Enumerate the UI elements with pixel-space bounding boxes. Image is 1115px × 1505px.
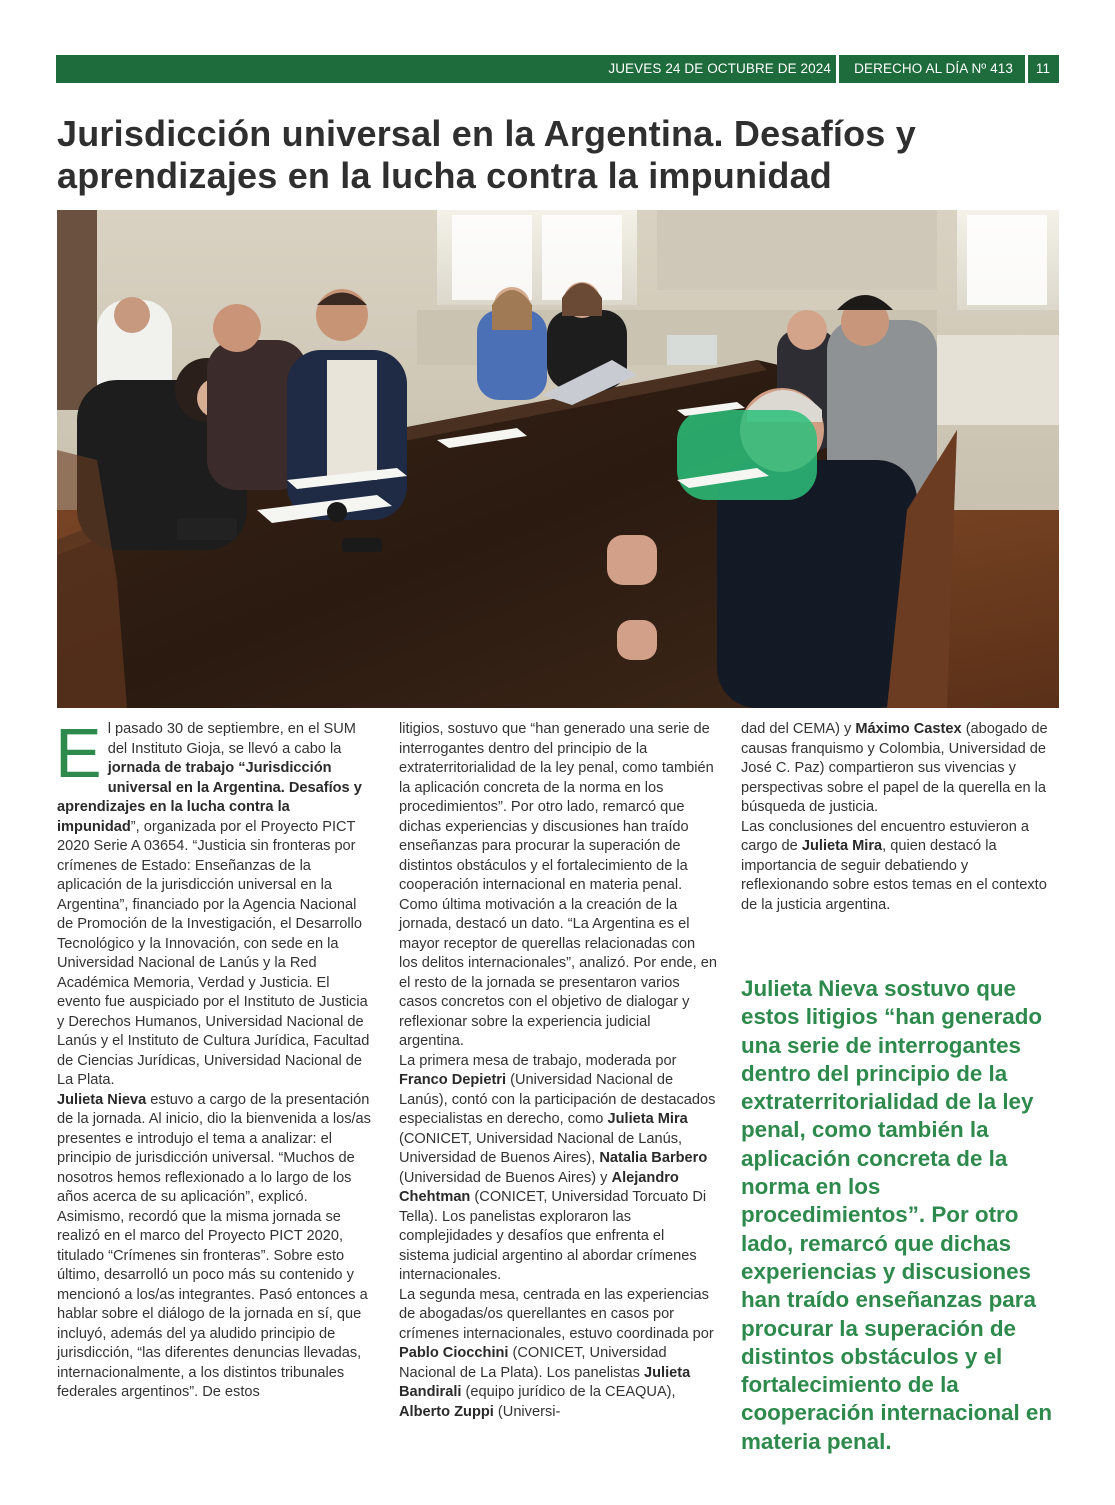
title-line-2: aprendizajes en la lucha contra la impunidad — [57, 155, 832, 196]
text: (CONICET, Universidad Nacional de La Plata). Los panelistas — [399, 1345, 667, 1381]
text: La segunda mesa, centrada en las experiencias de abogadas/os querellantes en casos por crímenes internacionales, estuvo coordinada por — [399, 1286, 714, 1342]
text: l pasado 30 de septiembre, en el SUM del Instituto Gioja, se llevó a cabo la — [107, 721, 356, 757]
paragraph — [57, 1091, 372, 1403]
person-name: Natalia Barbero — [599, 1150, 708, 1166]
meeting-photo-illustration — [57, 210, 1059, 708]
text: (Universidad Nacional de Lanús), contó con la participación de destacados especialistas en derecho, como — [399, 1072, 716, 1127]
article-column-3 — [741, 720, 1059, 915]
text: ”, organizada por el Proyecto PICT 2020 Serie A 03654. “Justicia sin fronteras por crímenes de Estado: Enseñanzas de la aplicación de la jurisdicción universal en la Argentina”, financiado por la Agencia Nacional de Promoción de la Investigación, el Desarrollo Tecnológico y la Innovación, con sede en la Universidad Nacional de Lanús y la Red Académica Memoria, Verdad y Justicia. El evento fue auspiciado por el Instituto de Justicia y Derechos Humanos, Universidad Nacional de Lanús y el Instituto de Cultura Jurídica, Facultad de Ciencias Jurídicas, Universidad Nacional de La Plata. — [57, 818, 370, 1088]
text: Las conclusiones del encuentro estuvieron a cargo de — [741, 818, 1030, 854]
text: La primera mesa de trabajo, moderada por — [399, 1052, 677, 1069]
article-photo — [57, 210, 1059, 708]
page-number: 11 — [1035, 61, 1051, 76]
article-column-1 — [55, 714, 372, 1403]
header-bar — [56, 55, 1059, 83]
text: (equipo jurídico de la CEAQUA), — [461, 1384, 676, 1400]
person-name: Alejandro Chehtman — [399, 1169, 679, 1205]
header-divider — [1025, 55, 1028, 83]
paragraph — [399, 1286, 717, 1423]
person-name: Pablo Ciocchini — [399, 1345, 509, 1361]
text: (CONICET, Universidad Torcuato Di Tella). Los panelistas exploraron las complejidades y desafíos que enfrenta el sistema judicial argentino al abordar crímenes internacionales. — [399, 1189, 707, 1283]
paragraph — [741, 720, 1059, 818]
text: (Universi- — [493, 1403, 561, 1420]
pull-quote: Julieta Nieva sostuvo que estos litigios “han generado una serie de interrogantes dentro del principio de la extraterritorialidad de la ley penal, como también la aplicación concreta de la norma en los procedimientos”. Por otro lado, remarcó que dichas experiencias y discusiones han traído enseñanzas para procurar la superación de distintos obstáculos y el fortalecimiento de la cooperación internacional en materia penal. — [741, 976, 1053, 1454]
person-name: Julieta Mira — [607, 1111, 688, 1127]
person-name: Alberto Zuppi — [399, 1403, 494, 1420]
event-name: jornada de trabajo “Jurisdicción universal en la Argentina. Desafíos y aprendizajes en la lucha contra la impunidad — [57, 760, 362, 835]
paragraph: litigios, sostuvo que “han generado una serie de interrogantes dentro del principio de la extraterritorialidad de la ley penal, como también la aplicación concreta de la norma en los procedimientos”. Por otro lado, remarcó que dichas experiencias y discusiones han traído enseñanzas para procurar la superación de distintos obstáculos y el fortalecimiento de la cooperación internacional en materia penal. Como última motivación a la creación de la jornada, destacó un dato. “La Argentina es el mayor receptor de querellas relacionadas con los delitos internacionales”, analizó. Por ende, en el resto de la jornada se presentaron varios casos concretos con el objetivo de dialogar y reflexionar sobre la experiencia judicial argentina. — [399, 721, 718, 1049]
text: (Universidad de Buenos Aires) y — [399, 1169, 612, 1186]
header-divider — [836, 55, 839, 83]
person-name: Julieta Mira — [801, 838, 883, 854]
paragraph — [55, 714, 372, 1091]
title-line-1: Jurisdicción universal en la Argentina. Desafíos y — [57, 113, 916, 154]
text: dad del CEMA) y — [741, 721, 856, 737]
article-column-2 — [399, 720, 717, 1422]
person-name: Julieta Nieva — [57, 1091, 147, 1108]
drop-cap: E — [55, 714, 102, 792]
person-name: Máximo Castex — [855, 721, 962, 737]
issue-date: JUEVES 24 DE OCTUBRE DE 2024 — [608, 61, 831, 76]
paragraph — [741, 818, 1059, 916]
publication-name: DERECHO AL DÍA Nº 413 — [854, 61, 1013, 76]
person-name: Julieta Bandirali — [399, 1364, 691, 1400]
text: estuvo a cargo de la presentación de la jornada. Al inicio, dio la bienvenida a los/as presentes e introdujo el tema a analizar: el principio de jurisdicción universal. “Muchos de nosotros hemos reflexionado a lo largo de los años acerca de su aplicación”, explicó. Asimismo, recordó que la misma jornada se realizó en el marco del Proyecto PICT 2020, titulado “Crímenes sin fronteras”. Sobre esto último, desarrolló un poco más su contenido y mencionó a los/as integrantes. Pasó entonces a hablar sobre el diálogo de la jornada en sí, que incluyó, además del ya aludido principio de jurisdicción, “las diferentes denuncias llevadas, internacionalmente, a los distintos tribunales federales argentinos”. De estos — [57, 1091, 371, 1400]
article-title — [57, 113, 1057, 197]
person-name: Franco Depietri — [399, 1072, 507, 1088]
text: , quien destacó la importancia de seguir debatiendo y reflexionando sobre estos temas en el contexto de la justicia argentina. — [741, 838, 1047, 913]
text: (CONICET, Universidad Nacional de Lanús, Universidad de Buenos Aires), — [399, 1130, 683, 1166]
paragraph — [399, 1052, 717, 1286]
text: (abogado de causas franquismo y Colombia, Universidad de José C. Paz) compartieron sus vivencias y perspectivas sobre el papel de la querella en la búsqueda de justicia. — [741, 721, 1048, 815]
